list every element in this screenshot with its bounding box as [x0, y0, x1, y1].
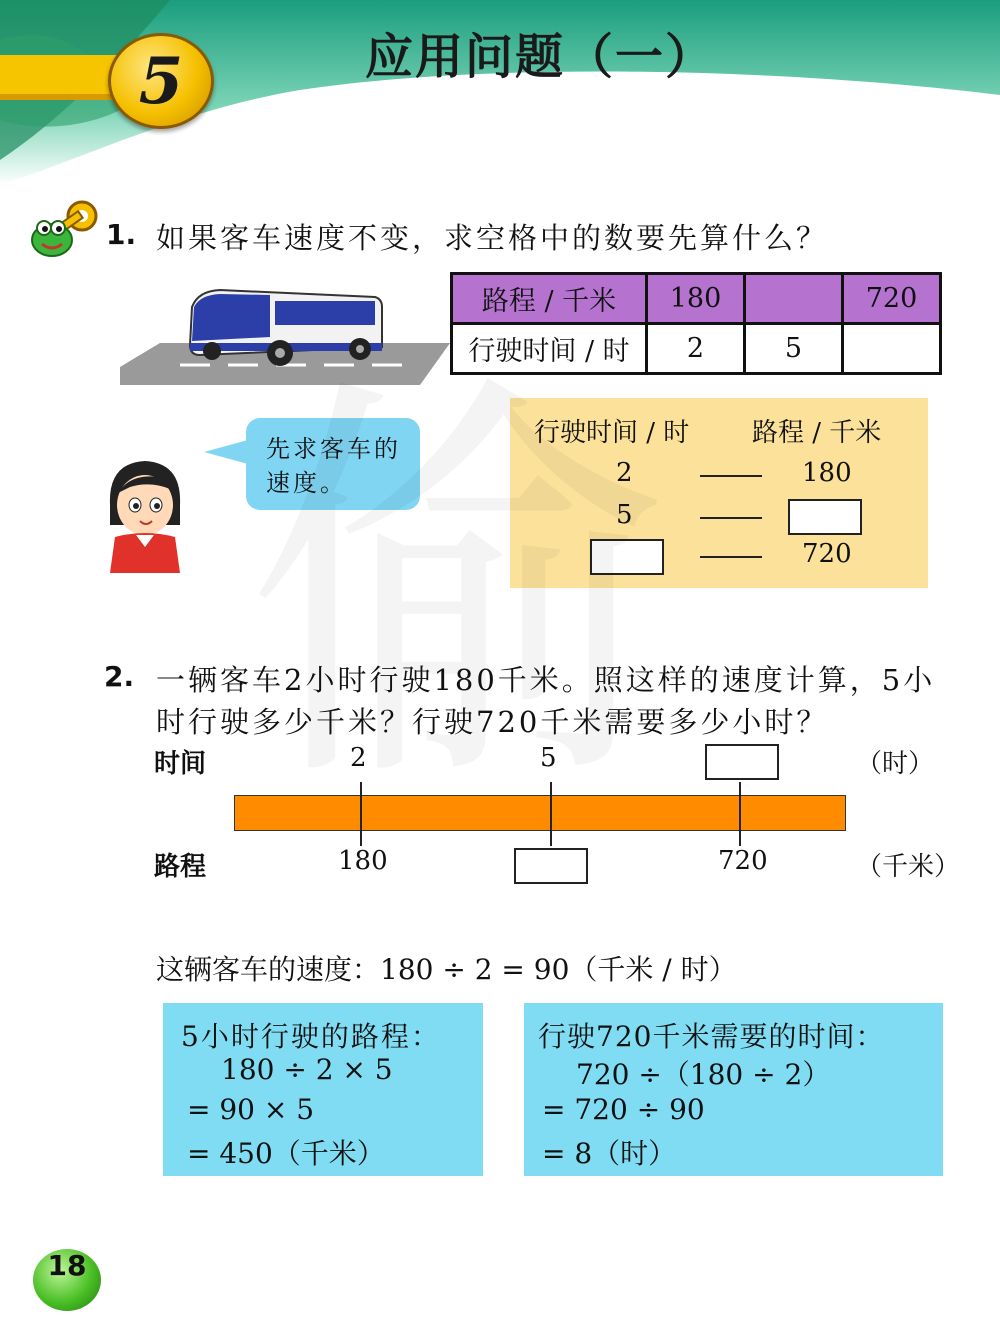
hint-dash — [700, 556, 762, 558]
girl-avatar — [100, 455, 190, 575]
question-2-line-2: 时行驶多少千米？行驶720千米需要多少小时？ — [156, 705, 829, 739]
solution-line: = 450（千米） — [187, 1137, 385, 1170]
question-2-number: 2. — [104, 660, 135, 693]
hint-header-distance: 路程 / 千米 — [752, 418, 882, 448]
table-cell: 2 — [647, 324, 745, 374]
answer-blank[interactable] — [514, 848, 588, 884]
tick-mark — [739, 782, 741, 846]
question-1-text: 如果客车速度不变，求空格中的数要先算什么？ — [156, 221, 829, 255]
table-cell: 180 — [647, 274, 745, 324]
frog-key-icon — [22, 198, 104, 268]
hint-header-time: 行驶时间 / 时 — [534, 418, 690, 448]
chapter-number-badge — [108, 33, 214, 129]
time-value: 5 — [540, 743, 557, 773]
question-1-number: 1. — [106, 218, 137, 251]
question-2-line-1: 一辆客车2小时行驶180千米。照这样的速度计算，5小 — [156, 663, 936, 697]
time-axis-label: 时间 — [154, 749, 207, 779]
solution-line: 720 ÷（180 ÷ 2） — [576, 1058, 831, 1091]
table-row — [452, 274, 941, 324]
table-cell-label: 行驶时间 / 时 — [452, 324, 647, 374]
hint-dash — [700, 517, 762, 519]
page-number: 18 — [47, 1249, 87, 1282]
table-cell-label: 路程 / 千米 — [452, 274, 647, 324]
table-cell: 720 — [843, 274, 941, 324]
time-value: 2 — [350, 743, 367, 773]
speech-bubble-text: 先求客车的速度。 — [266, 435, 401, 497]
solution-title: 5小时行驶的路程： — [181, 1020, 441, 1053]
table-cell-blank — [745, 274, 843, 324]
solution-line: = 720 ÷ 90 — [542, 1093, 705, 1126]
page-number-badge — [33, 1249, 101, 1311]
answer-blank[interactable] — [705, 744, 779, 780]
speed-calculation: 这辆客车的速度：180 ÷ 2 = 90（千米 / 时） — [156, 953, 737, 986]
hint-time-value: 2 — [616, 458, 633, 488]
distance-solution-box — [163, 1003, 483, 1176]
solution-line: = 8（时） — [542, 1137, 677, 1170]
hint-dash — [700, 475, 762, 477]
speech-bubble-tail — [204, 440, 248, 464]
table-cell-blank — [843, 324, 941, 374]
distance-value: 720 — [718, 846, 768, 876]
solution-line: = 90 × 5 — [187, 1093, 315, 1126]
chapter-number: 5 — [138, 44, 184, 119]
distance-axis-label: 路程 — [154, 852, 207, 882]
time-unit: （时） — [856, 749, 935, 779]
page-title: 应用问题（一） — [364, 29, 715, 85]
hint-distance-value: 720 — [802, 539, 852, 569]
tick-mark — [360, 782, 362, 846]
hint-distance-value: 180 — [802, 458, 852, 488]
distance-value: 180 — [338, 846, 388, 876]
answer-blank[interactable] — [788, 499, 862, 535]
time-solution-box — [524, 1003, 943, 1176]
solution-title: 行驶720千米需要的时间： — [538, 1020, 885, 1053]
table-cell: 5 — [745, 324, 843, 374]
hint-time-value: 5 — [616, 500, 633, 530]
tick-mark — [550, 782, 552, 846]
chapter-header — [0, 0, 1000, 190]
solution-line: 180 ÷ 2 × 5 — [221, 1053, 393, 1086]
distance-unit: （千米） — [856, 852, 961, 882]
distance-bar — [234, 795, 846, 831]
